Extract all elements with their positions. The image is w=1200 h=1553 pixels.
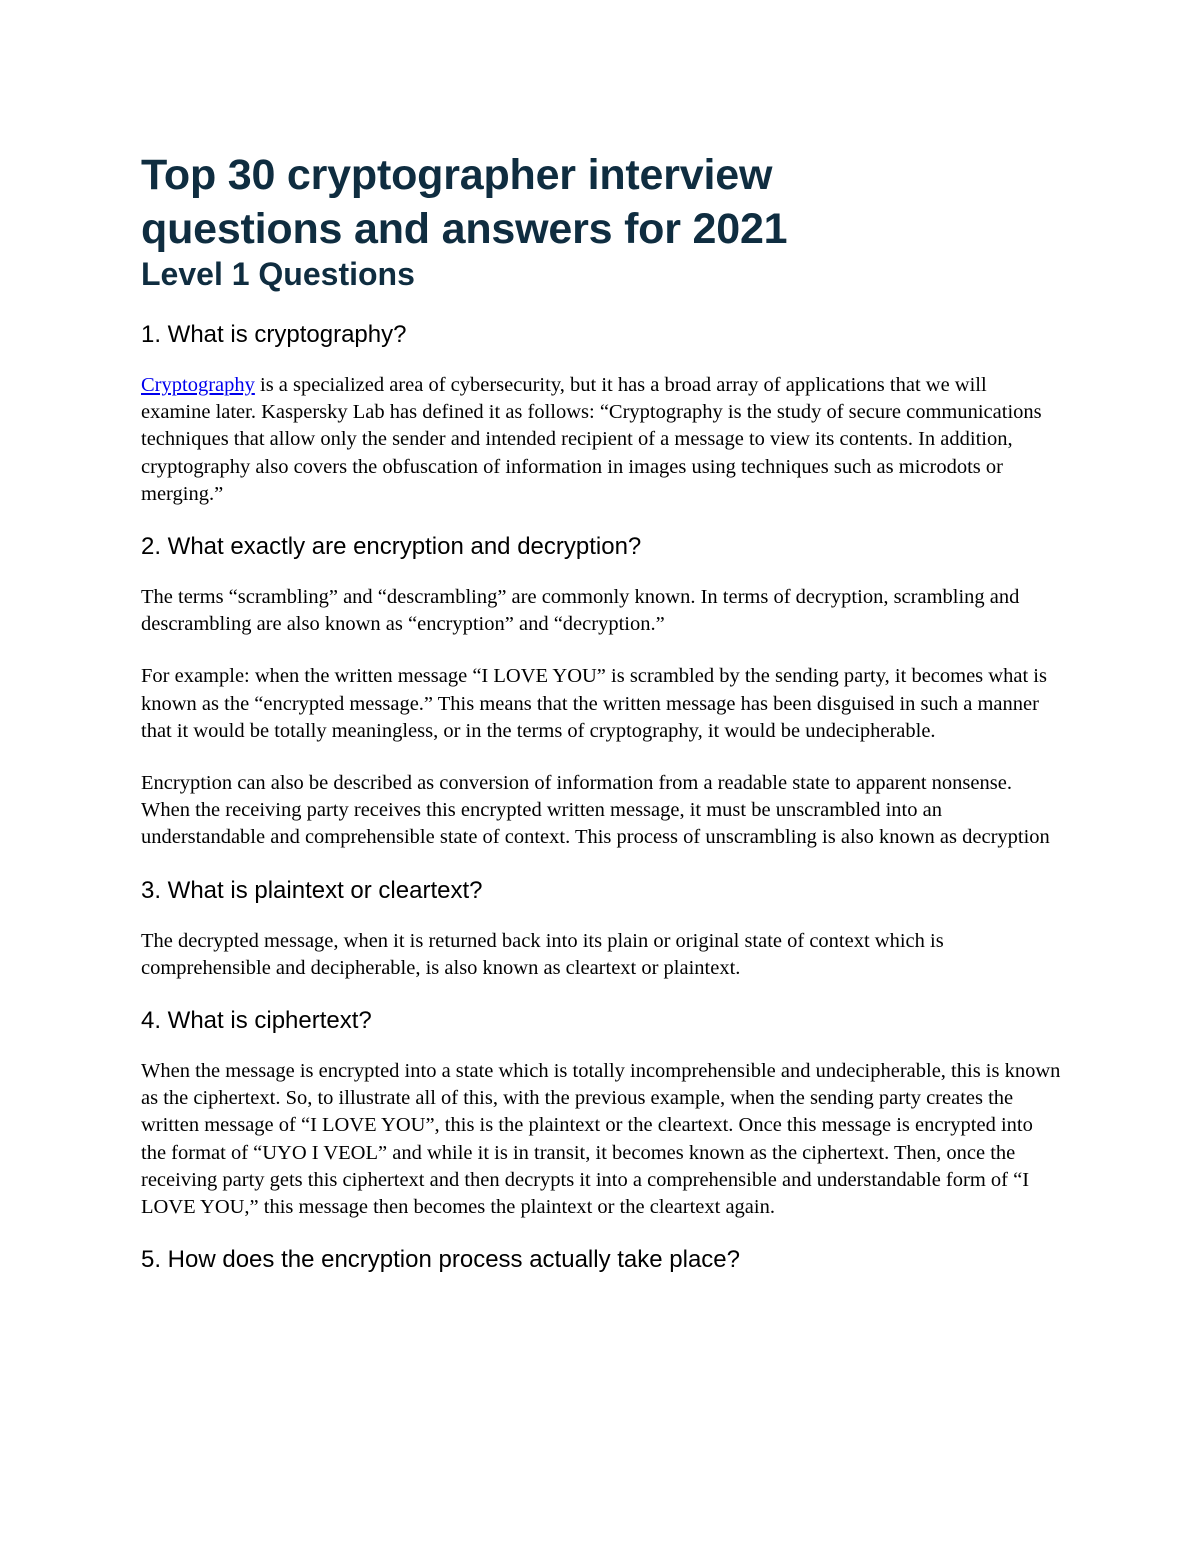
level-heading: Level 1 Questions [141,256,415,292]
document-title [141,148,1061,256]
question-5-heading: 5. How does the encryption process actually take place? [141,1246,741,1274]
question-4-heading: 4. What is ciphertext? [141,1007,372,1035]
question-2-answer-paragraph-2: For example: when the written message “I LOVE YOU” is scrambled by the sending party, it becomes what is known as the “encrypted message.” This means that the written message has been disguised in such a manner that it would be totally meaningless, or in the terms of cryptography, it would be undecipherable. [141,665,1047,742]
document-title-line-2: questions and answers for 2021 [141,205,788,253]
question-3-answer: The decrypted message, when it is returned back into its plain or original state of context which is comprehensible and decipherable, is also known as cleartext or plaintext. [141,929,944,979]
document-content [141,148,1061,1275]
question-4-answer: When the message is encrypted into a state which is totally incomprehensible and undecipherable, this is known as the ciphertext. So, to illustrate all of this, with the previous example, when the sending party creates the written message of “I LOVE YOU”, this is the plaintext or the cleartext. Once this message is encrypted into the format of “UYO I VEOL” and while it is in transit, it becomes known as the ciphertext. Then, once the receiving party gets this ciphertext and then decrypts it into a comprehensible and understandable form of “I LOVE YOU,” this message then becomes the plaintext or the cleartext again. [141,1060,1061,1219]
cryptography-link[interactable]: Cryptography [141,374,255,396]
question-1-heading: 1. What is cryptography? [141,321,407,348]
question-1-answer-text: is a specialized area of cybersecurity, but it has a broad array of applications that we will examine later. Kaspersky Lab has defined it as follows: “Cryptography is the study of secure communications techniques that allow only the sender and intended recipient of a message to view its contents. In addition, cryptography also covers the obfuscation of information in images using techniques such as microdots or merging.” [141,374,1042,505]
question-1-answer [141,372,1061,508]
question-2-heading: 2. What exactly are encryption and decryption? [141,533,642,561]
document-title-line-1: Top 30 cryptographer interview [141,151,773,199]
question-2-answer-paragraph-3: Encryption can also be described as conversion of information from a readable state to apparent nonsense. When the receiving party receives this encrypted written message, it must be unscrambled into an understandable and comprehensible state of context. This process of unscrambling is also known as decryption [141,772,1050,849]
question-3-heading: 3. What is plaintext or cleartext? [141,876,483,904]
question-2-answer-paragraph-1: The terms “scrambling” and “descrambling” are commonly known. In terms of decryption, scrambling and descrambling are also known as “encryption” and “decryption.” [141,586,1020,636]
